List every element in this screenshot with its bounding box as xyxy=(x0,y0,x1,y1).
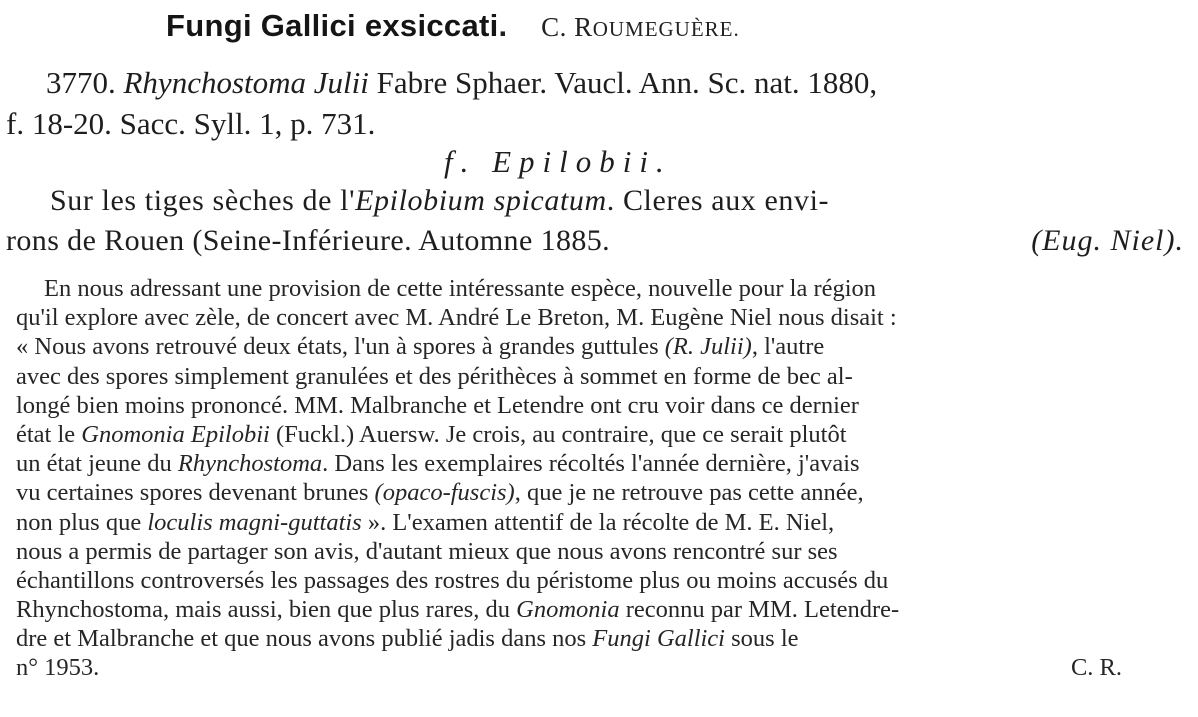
note-text: reconnu par MM. Letendre- xyxy=(619,596,900,624)
note-text: ». L'examen attentif de la récolte de M. E. Niel, xyxy=(361,508,835,536)
note-italic-term: Fungi Gallici xyxy=(592,625,725,653)
series-title: Fungi Gallici exsiccati xyxy=(166,8,499,43)
note-italic-term: Gnomonia Epilobii xyxy=(81,420,270,448)
note-line xyxy=(16,478,1182,507)
note-text: nous a permis de partager son avis, d'autant mieux que nous avons rencontré sur ses xyxy=(16,537,838,565)
note-line xyxy=(16,391,1182,420)
note-text: état le xyxy=(16,420,82,448)
note-line xyxy=(16,566,1182,595)
note-text: n° 1953. xyxy=(16,654,100,682)
note-line xyxy=(16,449,1182,478)
note-italic-term: loculis magni-guttatis xyxy=(147,508,362,536)
note-text: « Nous avons retrouvé deux états, l'un à spores à grandes guttules xyxy=(16,333,665,361)
citation-part-2: f. 18-20. Sacc. Syll. 1, p. 731. xyxy=(6,106,376,141)
note-line xyxy=(16,332,1182,361)
note-text: , que je ne retrouve pas cette année, xyxy=(514,479,864,507)
note-italic-term: (opaco-fuscis) xyxy=(374,479,515,507)
note-text: , l'autre xyxy=(751,333,825,361)
note-text: . Dans les exemplaires récoltés l'année dernière, j'avais xyxy=(322,450,860,478)
note-text: sous le xyxy=(725,625,799,653)
note-line xyxy=(16,420,1182,449)
note-line xyxy=(16,537,1182,566)
note-line xyxy=(16,274,1182,303)
note-line xyxy=(16,624,1182,653)
citation-part-1: Fabre Sphaer. Vaucl. Ann. Sc. nat. 1880, xyxy=(376,65,878,100)
note-text: vu certaines spores devenant brunes xyxy=(16,479,375,507)
entry-line-1 xyxy=(46,62,1182,104)
note-line xyxy=(16,362,1182,391)
note-italic-term: (R. Julii) xyxy=(664,333,752,361)
label-header xyxy=(166,8,740,44)
note-line xyxy=(16,595,1182,624)
forma-name: f. Epilobii. xyxy=(444,144,672,179)
note-paragraph xyxy=(16,274,1182,683)
locality-line-1 xyxy=(50,181,1184,221)
entry-line-2 xyxy=(6,103,1182,145)
note-line xyxy=(16,508,1182,537)
note-text: longé bien moins prononcé. MM. Malbranche et Letendre ont cru voir dans ce dernier xyxy=(16,391,859,419)
author-surname: OUMEGUÈRE. xyxy=(592,17,740,41)
species-name: Rhynchostoma Julii xyxy=(123,65,369,100)
locality-line-2 xyxy=(6,221,1184,261)
note-line xyxy=(16,303,1182,332)
title-period: . xyxy=(498,8,508,43)
locality-text-a: Sur les tiges sèches de l' xyxy=(50,184,356,217)
note-italic-term: Gnomonia xyxy=(516,596,620,624)
note-italic-term: Rhynchostoma xyxy=(177,450,323,478)
host-plant: Epilobium spicatum xyxy=(355,184,607,217)
author-initial: C. R xyxy=(541,12,593,42)
locality-text-b: . Cleres aux envi- xyxy=(606,184,830,217)
note-text: avec des spores simplement granulées et des périthèces à sommet en forme de bec al- xyxy=(16,362,853,390)
locality-text-c: rons de Rouen (Seine-Inférieure. Automne 1885. xyxy=(6,224,611,257)
signature: C. R. xyxy=(1070,654,1122,682)
entry-number: 3770. xyxy=(46,65,116,100)
author-name xyxy=(541,12,740,42)
note-text: un état jeune du xyxy=(16,450,178,478)
note-text: dre et Malbranche et que nous avons publié jadis dans nos xyxy=(16,625,593,653)
note-line xyxy=(16,653,1182,682)
note-text: En nous adressant une provision de cette intéressante espèce, nouvelle pour la région xyxy=(44,275,877,302)
note-text: échantillons controversés les passages des rostres du péristome plus ou moins accusés du xyxy=(16,566,889,594)
note-text: (Fuckl.) Auersw. Je crois, au contraire, que ce serait plutôt xyxy=(269,420,847,448)
note-text: non plus que xyxy=(16,508,148,536)
note-text: qu'il explore avec zèle, de concert avec M. André Le Breton, M. Eugène Niel nous disait : xyxy=(16,304,897,332)
collector: (Eug. Niel). xyxy=(1031,224,1184,257)
note-text: Rhynchostoma, mais aussi, bien que plus rares, du xyxy=(16,596,517,624)
